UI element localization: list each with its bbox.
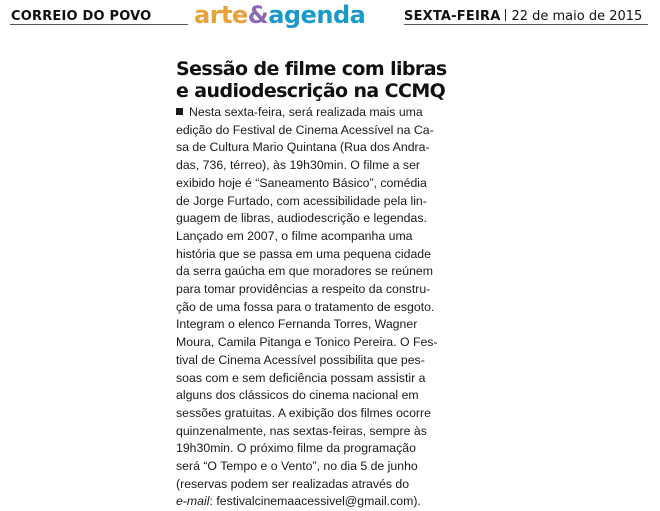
body-line-text: Nesta sexta-feira, será realizada mais uma xyxy=(189,105,423,119)
headline-line-1: Sessão de filme com libras xyxy=(176,58,447,80)
body-line: guagem de libras, audiodescrição e legendas. xyxy=(176,211,427,226)
header-rule-right xyxy=(404,24,648,25)
newspaper-brand: CORREIO DO POVO xyxy=(11,9,152,24)
body-line: edição do Festival de Cinema Acessível na Ca- xyxy=(176,122,434,137)
body-line: ção de uma fossa para o tratamento de esgoto. xyxy=(176,299,435,314)
body-line: sessões gratuitas. A exibição dos filmes ocorre xyxy=(176,405,431,420)
body-line: exibido hoje é “Saneamento Básico”, comédia xyxy=(176,175,427,190)
body-line: quinzenalmente, nas sextas-feiras, sempre às xyxy=(176,423,427,438)
body-line: da serra gaúcha em que moradores se reúnem xyxy=(176,264,434,279)
body-line: (reservas podem ser realizadas através do xyxy=(176,476,410,491)
body-line: soas com e sem deficiência possam assistir a xyxy=(176,370,426,385)
email-label: e-mail xyxy=(176,494,210,509)
issue-date: 22 de maio de 2015 xyxy=(511,9,643,24)
section-logo-arte: arte xyxy=(194,1,248,29)
issue-date-line xyxy=(404,9,642,24)
body-line-email xyxy=(176,493,442,511)
issue-weekday: SEXTA-FEIRA xyxy=(404,9,501,24)
article-headline xyxy=(176,58,447,102)
email-address: : festivalcinemaacessivel@gmail.com). xyxy=(209,494,421,509)
header-rule-left xyxy=(10,24,188,25)
body-line: de Jorge Furtado, com acessibilidade pela lin- xyxy=(176,193,427,208)
bullet-square-icon xyxy=(176,108,183,115)
section-logo xyxy=(194,1,365,29)
body-line: para tomar providências a respeito da constru- xyxy=(176,282,431,297)
body-line: história que se passa em uma pequena cidade xyxy=(176,246,431,261)
body-line xyxy=(176,104,442,122)
body-line: alguns dos clássicos do cinema nacional em xyxy=(176,388,419,403)
article-body xyxy=(176,104,442,511)
body-line: tival de Cinema Acessível possibilita que pes- xyxy=(176,352,425,367)
section-logo-ampersand: & xyxy=(247,1,269,29)
section-logo-agenda: agenda xyxy=(268,1,366,29)
article xyxy=(176,58,447,511)
body-line: será “O Tempo e o Vento”, no dia 5 de junho xyxy=(176,459,418,474)
date-separator xyxy=(505,9,506,21)
page-header xyxy=(0,0,660,34)
body-line: Integram o elenco Fernanda Torres, Wagner xyxy=(176,317,418,332)
body-line: Lançado em 2007, o filme acompanha uma xyxy=(176,228,413,243)
body-line: 19h30min. O próximo filme da programação xyxy=(176,441,416,456)
headline-line-2: e audiodescrição na CCMQ xyxy=(176,80,446,102)
body-line: sa de Cultura Mario Quintana (Rua dos Andra- xyxy=(176,140,430,155)
body-line: Moura, Camila Pitanga e Tonico Pereira. O Fes- xyxy=(176,335,438,350)
body-line: das, 736, térreo), às 19h30min. O filme a ser xyxy=(176,158,421,173)
